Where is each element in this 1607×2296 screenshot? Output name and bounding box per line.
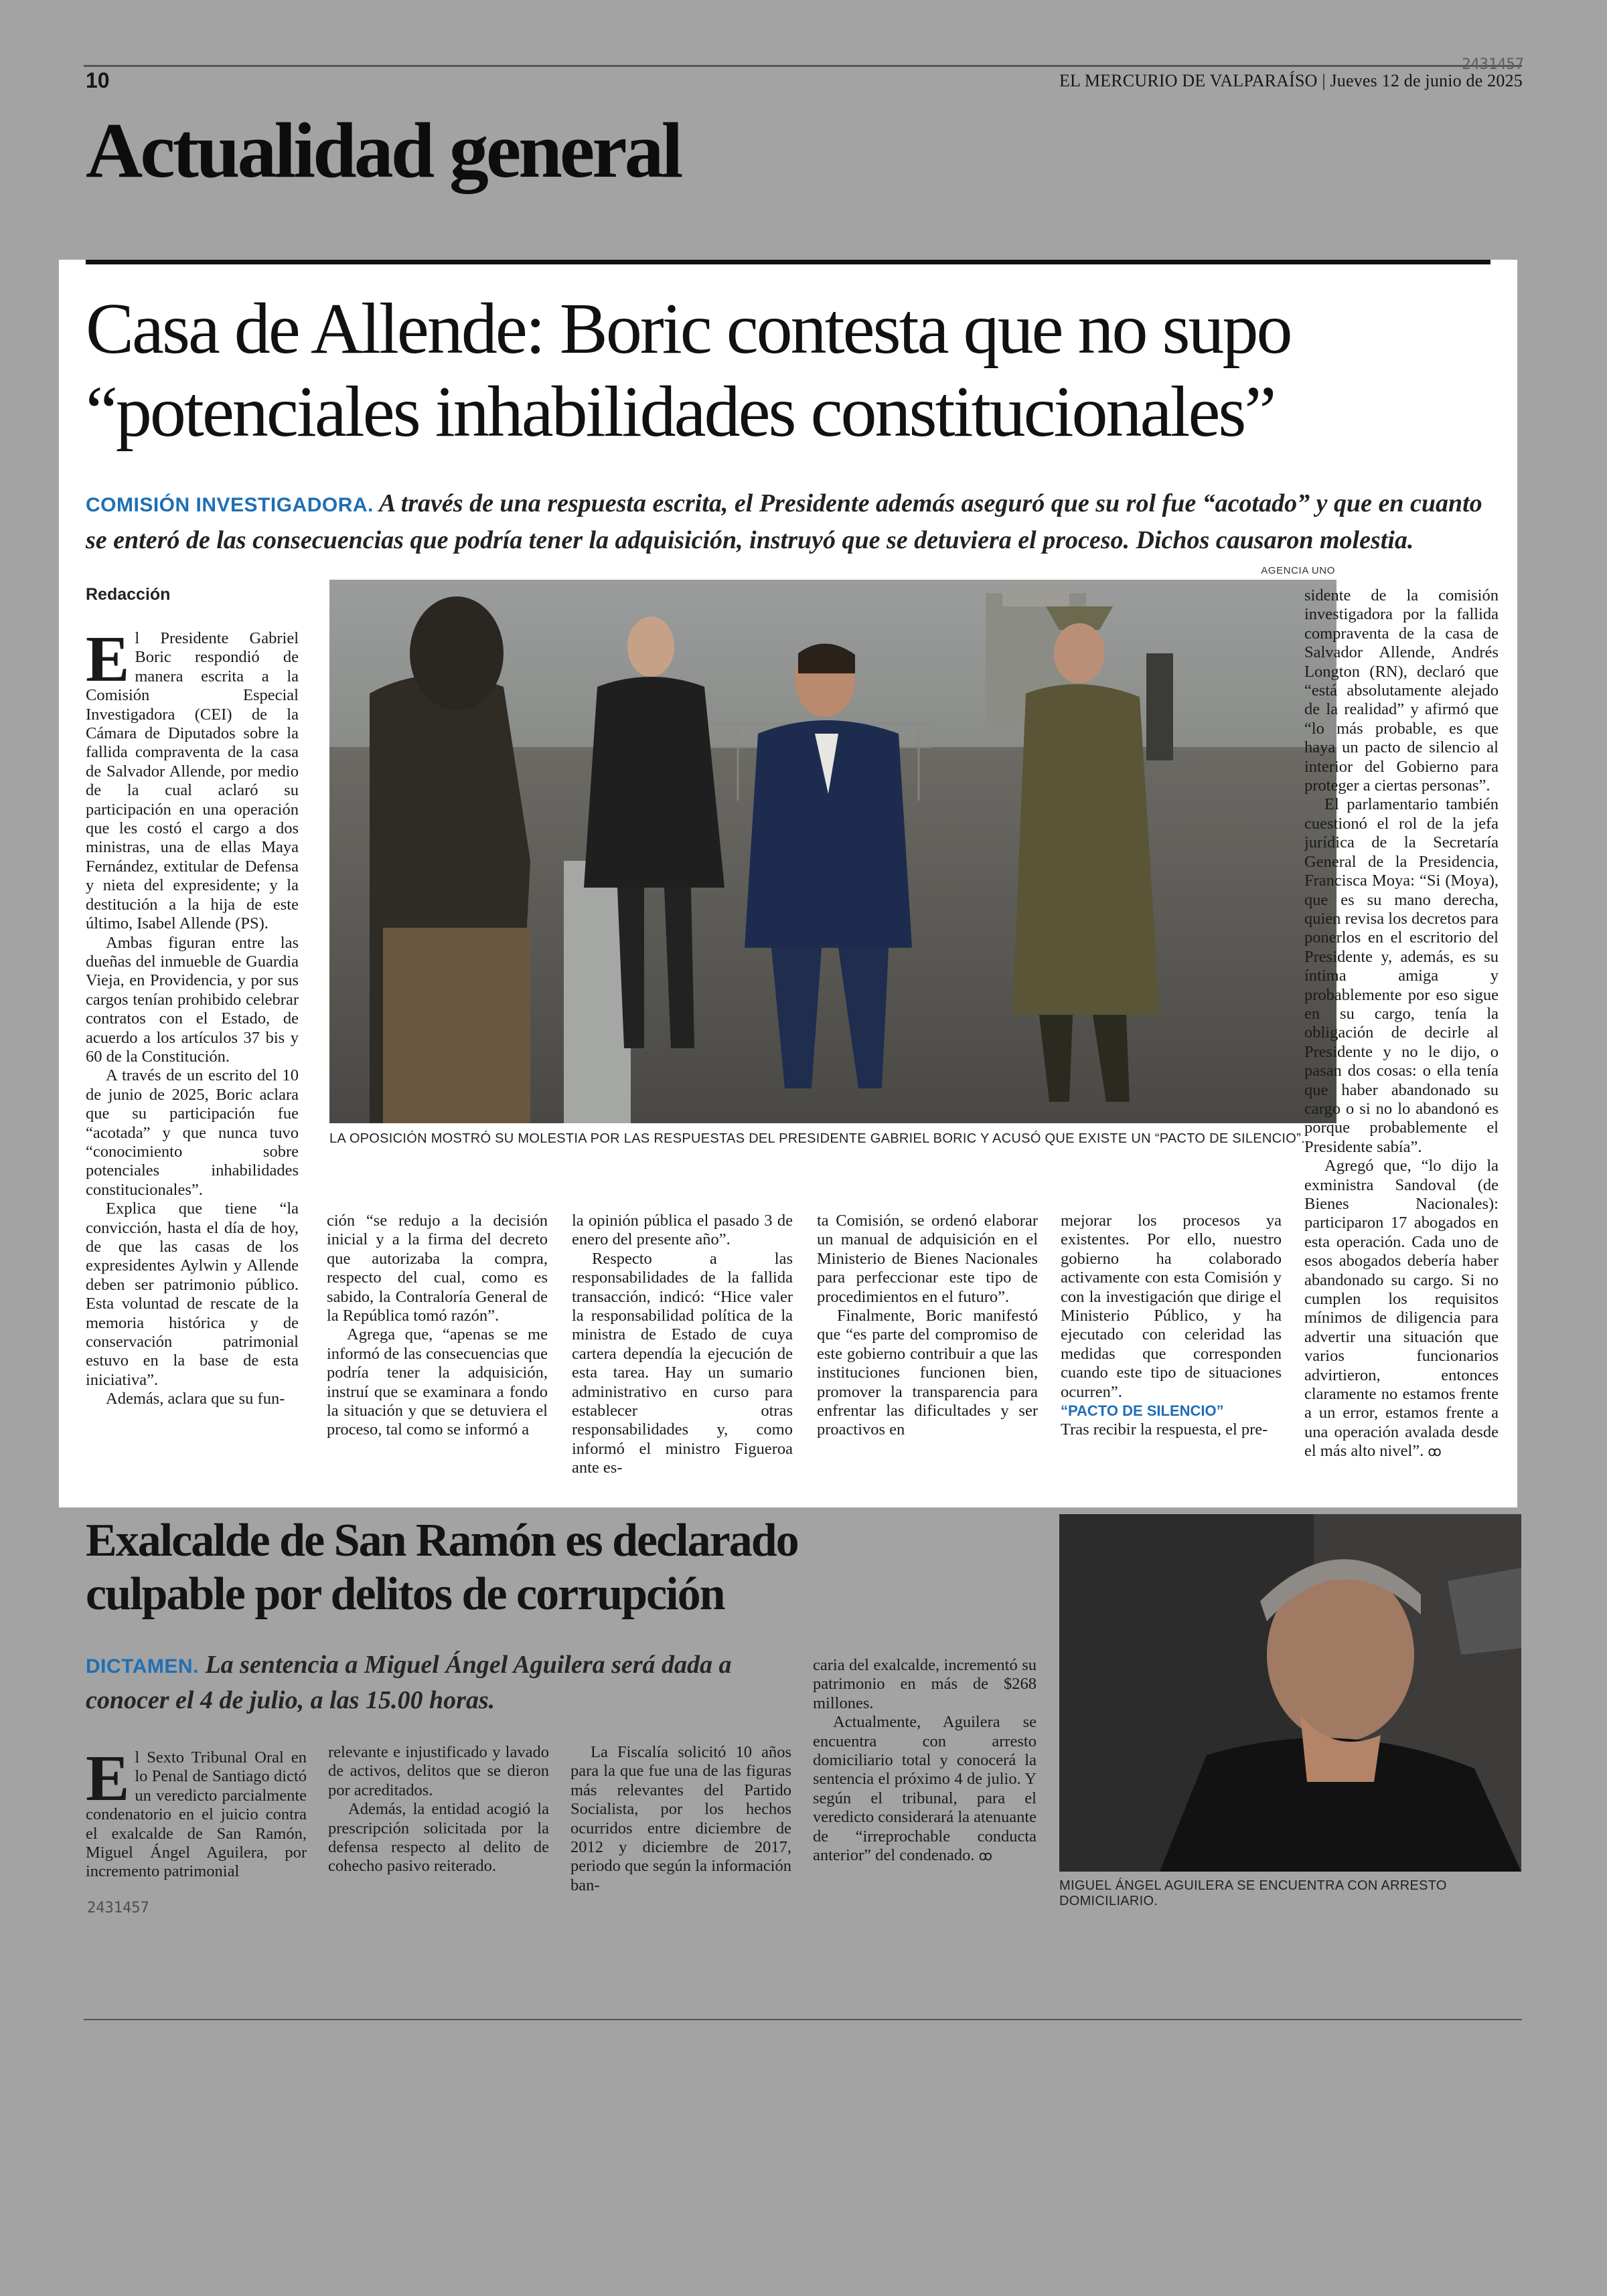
headline-line-2: culpable por delitos de corrupción [86,1568,724,1620]
photo-credit: AGENCIA UNO [1261,565,1335,576]
paragraph: ta Comisión, se ordenó elaborar un manual de adquisición en el Ministerio de Bienes Nacionales para perfeccionar este tipo de procedimientos en el futuro”. [817,1212,1038,1306]
main-photo [329,580,1336,1123]
paragraph: l Sexto Tribunal Oral en lo Penal de Santiago dictó un veredicto parcialmente condenatorio en el juicio contra el exalcalde de San Ramón, Miguel Ángel Aguilera, por incremento patrimonial [86,1748,307,1881]
clipping-id-stamp: 2431457 [1462,56,1524,73]
paragraph: mejorar los procesos ya existentes. Por ello, nuestro gobierno ha colaborado activamente con esta Comisión y con la investigación que dirige el Ministerio Público, y ha ejecutado con celeridad las medidas que corresponden cuando este tipo de situaciones ocurren”. [1061,1212,1282,1401]
second-photo [1059,1514,1521,1872]
paragraph: la opinión pública el pasado 3 de enero del presente año”. [572,1212,793,1249]
subhead: “PACTO DE SILENCIO” [1061,1402,1224,1420]
main-article [59,260,1517,1507]
paragraph: l Presidente Gabriel Boric respondió de manera escrita a la Comisión Especial Investigadora (CEI) de la Cámara de Diputados sobre la fallida compraventa de la casa de Salvador Allende, por medio de la cual aclaró su participación en una operación que les costó el cargo a dos ministras, una de ellas Maya Fernández, extitular de Defensa y nieta del expresidente; y la destitución a la hija de este último, Isabel Allende (PS). [86,629,299,933]
drop-cap: E [86,1742,130,1815]
main-col-1 [86,623,299,1409]
drop-cap: E [86,623,130,695]
main-photo-caption: LA OPOSICIÓN MOSTRÓ SU MOLESTIA POR LAS RESPUESTAS DEL PRESIDENTE GABRIEL BORIC Y ACUSÓ QUE EXISTE UN “PACTO DE SILENCIO”. [329,1131,1305,1146]
lead-text: A través de una respuesta escrita, el Presidente además aseguró que su rol fue “acotado” y que en cuanto se enteró de las consecuencias que podría tener la adquisición, instruyó que se detuviera el proceso. Dichos causaron molestia. [86,489,1482,554]
paragraph: caria del exalcalde, incrementó su patrimonio en más de $268 millones. [813,1656,1037,1712]
second-col-1 [86,1742,307,1882]
paragraph: sidente de la comisión investigadora por la fallida compraventa de la casa de Salvador Allende, Andrés Longton (RN), declaró que “está absolutamente alejado de la realidad” y afirmó que “lo más probable, es que haya un pacto de silencio al interior del Gobierno para proteger a ciertas personas”. [1304,586,1499,795]
paragraph: Ambas figuran entre las dueñas del inmueble de Guardia Vieja, en Providencia, y por sus cargos tenían prohibido celebrar contratos con el Estado, de acuerdo a los artículos 37 bis y 60 de la Constitución. [86,933,299,1066]
second-col-3 [570,1743,791,1895]
byline: Redacción [86,585,171,604]
second-lead [86,1648,795,1717]
photo-illustration [1059,1514,1521,1872]
paragraph: Agregó que, “lo dijo la exministra Sandoval (de Bienes Nacionales): participaron 17 abogados en esta operación. Cada uno de esos abogados debería haber abandonado su cargo. Si no cumplen los requisitos mínimos de diligencia para advertir una situación que varios funcionarios advirtieron, entonces claramente no estamos frente a un error, estamos frente a una operación avalada desde el más alto nivel”. [1304,1157,1499,1461]
paragraph: Tras recibir la respuesta, el pre- [1061,1420,1268,1439]
paragraph: Actualmente, Aguilera se encuentra con arresto domiciliario total y conocerá la sentencia el próximo 4 de julio. Y según el tribunal, para el veredicto considerará la atenuante de “irreprochable conducta anterior” del condenado. [813,1713,1037,1865]
paragraph: La Fiscalía solicitó 10 años para la que fue una de las figuras más relevantes del Partido Socialista, por los hechos ocurridos entre diciembre de 2012 y diciembre de 2017, periodo que según la información ban- [570,1743,791,1894]
paragraph: A través de un escrito del 10 de junio de 2025, Boric aclara que su participación fue “acotada” y que nunca tuvo “conocimiento sobre potenciales inhabilidades constitucionales”. [86,1066,299,1199]
paragraph: Además, aclara que su fun- [106,1390,285,1408]
headline-line-1: Casa de Allende: Boric contesta que no supo [86,289,1291,369]
section-title: Actualidad general [86,106,681,194]
main-lead [86,486,1492,558]
paragraph: ción “se redujo a la decisión inicial y a la firma del decreto que autorizaba la compra, respecto del cual, como es sabido, la Contraloría General de la República tomó razón”. [327,1212,548,1325]
main-headline [86,288,1499,454]
main-col-3 [572,1212,793,1478]
paragraph: relevante e injustificado y lavado de activos, delitos que se dieron por acreditados. [328,1743,549,1799]
paragraph: Agrega que, “apenas se me informó de las consecuencias que podría tener la adquisición, instruí que se examinara a fondo la situación y que se detuviera el proceso, tal como se informó a [327,1325,548,1439]
headline-line-1: Exalcalde de San Ramón es declarado [86,1515,798,1566]
paragraph: Además, la entidad acogió la prescripción solicitada por la defensa respecto al delito de cohecho pasivo reiterado. [328,1800,549,1876]
main-col-2 [327,1212,548,1440]
paragraph: Finalmente, Boric manifestó que “es parte del compromiso de este gobierno contribuir a que las instituciones funcionen bien, promover la transparencia para enfrentar las dificultades y ser proactivos en [817,1307,1038,1439]
lead-kicker: COMISIÓN INVESTIGADORA. [86,494,374,516]
clipping-id-stamp: 2431457 [87,1900,149,1916]
second-headline [86,1514,1037,1621]
article-top-rule [86,260,1490,264]
paragraph: Explica que tiene “la convicción, hasta el día de hoy, de que las casas de los expresidentes Aylwin y Allende deben ser patrimonio público. Esta voluntad de rescate de la memoria histórica y de conservación patrimonial estuvo en la base de esta iniciativa”. [86,1200,299,1389]
main-col-5 [1061,1212,1282,1440]
headline-line-2: “potenciales inhabilidades constitucionales” [86,372,1275,452]
end-mark-icon: ꝏ [978,1848,992,1864]
second-photo-caption: MIGUEL ÁNGEL AGUILERA SE ENCUENTRA CON ARRESTO DOMICILIARIO. [1059,1878,1447,1908]
second-col-4 [813,1656,1037,1865]
header-rule [84,65,1522,67]
footer-rule [84,2019,1522,2020]
second-col-2 [328,1743,549,1876]
paragraph: El parlamentario también cuestionó el rol de la jefa jurídica de la Secretaría General de la Presidencia, Francisca Moya: “Si (Moya), que es su mano derecha, quien revisa los decretos para ponerlos en el escritorio del Presidente y, además, es su íntima amiga y probablemente por eso sigue en su cargo, tenía la obligación de decirle al Presidente y no le dijo, o pasan dos cosas: o ella tenía que haber abandonado su cargo o si no lo abandonó es porque probablemente el Presidente sabía”. [1304,795,1499,1156]
lead-kicker: DICTAMEN. [86,1655,199,1677]
main-col-4 [817,1212,1038,1440]
page-number: 10 [86,68,110,92]
main-col-6 [1304,586,1499,1461]
photo-illustration [329,580,1336,1123]
lead-text: La sentencia a Miguel Ángel Aguilera será dada a conocer el 4 de julio, a las 15.00 horas. [86,1651,732,1714]
end-mark-icon: ꝏ [1428,1443,1442,1460]
paragraph: Respecto a las responsabilidades de la fallida transacción, indicó: “Hice valer la responsabilidad política de la ministra de Estado de cuya cartera dependía la ejecución de esta tarea. Hay un sumario administrativo en curso para establecer otras responsabilidades y, como informó el ministro Figueroa ante es- [572,1249,793,1477]
publication-date: EL MERCURIO DE VALPARAÍSO | Jueves 12 de junio de 2025 [1059,71,1523,90]
